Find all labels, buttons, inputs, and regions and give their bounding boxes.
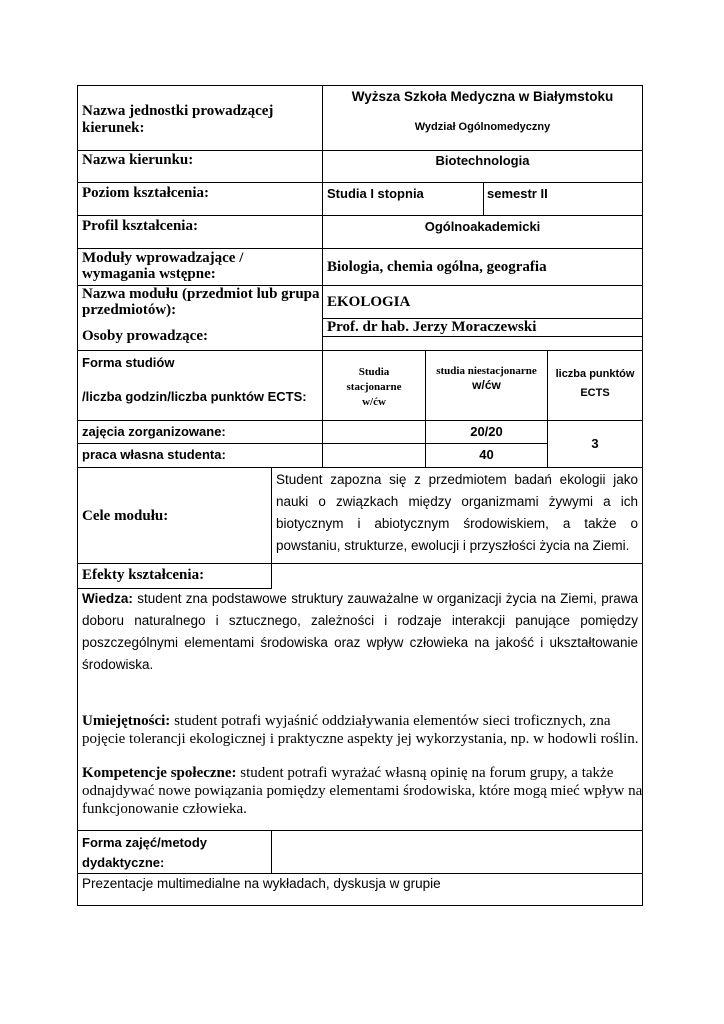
social-line: odnajdywać nowe powiązania pomiędzy elementami środowiska, które mogą mieć wpływ na [82, 783, 643, 799]
faculty-name: Wydział Ogólnomedyczny [414, 121, 551, 133]
ects-header-line2: ECTS [580, 387, 610, 399]
social-paragraph [82, 764, 613, 782]
instructors-value: Prof. dr hab. Jerzy Moraczewski [327, 319, 537, 335]
outcomes-label: Efekty kształcenia: [82, 567, 205, 583]
goals-line: powstaniu, strukturze, ewolucji i przyszłości życia na Ziemi. [276, 538, 630, 553]
ects-header: liczba punktów [555, 368, 635, 380]
row-line [77, 215, 643, 216]
stationary-header: Studia [358, 366, 390, 378]
classes-nonstationary: 20/20 [470, 424, 503, 439]
knowledge-text: student zna podstawowe struktury zauważalne w organizacji życia na Ziemi, prawa [137, 591, 638, 606]
level-label: Poziom kształcenia: [82, 185, 210, 201]
prerequisites-value: Biologia, chemia ogólna, geografia [327, 259, 547, 275]
skills-paragraph [82, 712, 611, 730]
prerequisites-label: Moduły wprowadzające / wymagania wstępne: [82, 250, 244, 282]
profile-value: Ogólnoakademicki [424, 219, 541, 234]
row-line [77, 563, 643, 564]
module-name-label: Nazwa modułu (przedmiot lub grupa przedmiotów): [82, 286, 320, 318]
row-line [77, 830, 643, 831]
col-line [483, 182, 484, 215]
skills-label: Umiejętności: [82, 713, 171, 729]
module-name-value: EKOLOGIA [327, 294, 411, 310]
row-line [77, 467, 643, 468]
goals-line: biotycznym i abiotycznym środowiskiem, a także o [276, 516, 638, 531]
nonstationary-header-line2: w/ćw [472, 378, 501, 392]
row-line [77, 443, 547, 444]
self-work-label: praca własna studenta: [82, 447, 226, 462]
field-label: Nazwa kierunku: [82, 152, 194, 168]
ects-value: 3 [591, 436, 599, 451]
stationary-header-line2: stacjonarne [346, 381, 402, 393]
col-line [271, 467, 272, 588]
knowledge-line: środowiska. [82, 657, 154, 672]
stationary-header-line3: w/ćw [362, 396, 386, 408]
knowledge-paragraph [82, 588, 638, 610]
methods-value: Prezentacje multimedialne na wykładach, dyskusja w grupie [82, 876, 441, 891]
institution-label: Nazwa jednostki prowadzącej kierunek: [82, 103, 274, 136]
social-label: Kompetencje społeczne: [82, 765, 237, 781]
col-line [271, 830, 272, 873]
study-form-label: Forma studiów [82, 355, 175, 370]
level-value: Studia I stopnia [327, 186, 424, 201]
instructors-label: Osoby prowadzące: [82, 328, 208, 344]
methods-label-line2: dydaktyczne: [82, 855, 165, 870]
row-line [77, 85, 643, 86]
goals-label: Cele modułu: [82, 508, 169, 524]
classes-label: zajęcia zorganizowane: [82, 424, 226, 439]
row-line [77, 182, 643, 183]
row-line [77, 248, 643, 249]
nonstationary-header: studia niestacjonarne [436, 365, 537, 377]
field-value: Biotechnologia [435, 153, 530, 168]
table-border-left [77, 85, 78, 905]
knowledge-label: Wiedza: [82, 591, 133, 606]
row-line [77, 150, 643, 151]
row-line [77, 420, 643, 421]
social-text: student potrafi wyrażać własną opinię na forum grupy, a także [240, 765, 614, 781]
goals-line: Student zapozna się z przedmiotem badań ekologii jako [276, 472, 638, 487]
self-work-nonstationary: 40 [479, 447, 494, 462]
profile-label: Profil kształcenia: [82, 218, 198, 234]
row-line [77, 350, 643, 351]
social-line: funkcjonowanie człowieka. [82, 801, 247, 817]
study-form-sublabel: /liczba godzin/liczba punktów ECTS: [82, 389, 307, 404]
knowledge-line: doboru naturalnego i sztucznego, zależności i rodzaje interakcji panujące pomiędzy [82, 613, 638, 628]
knowledge-line: poszczególnymi elementami środowiska oraz wpływ człowieka na jakość i ukształtowanie [82, 635, 638, 650]
university-name: Wyższa Szkoła Medyczna w Białymstoku [351, 89, 614, 104]
methods-label: Forma zajęć/metody [82, 835, 207, 850]
skills-text: student potrafi wyjaśnić oddziaływania elementów sieci troficznych, zna [174, 713, 611, 729]
row-line [77, 905, 643, 906]
row-line [77, 873, 643, 874]
goals-line: nauki o związkach między organizmami żywymi a ich [276, 494, 638, 509]
skills-line: pojęcie tolerancji ekologicznej i praktyczne aspekty jej wykorzystania, np. w hodowli roślin. [82, 731, 639, 747]
semester-value: semestr II [487, 186, 548, 201]
row-line [322, 336, 643, 337]
